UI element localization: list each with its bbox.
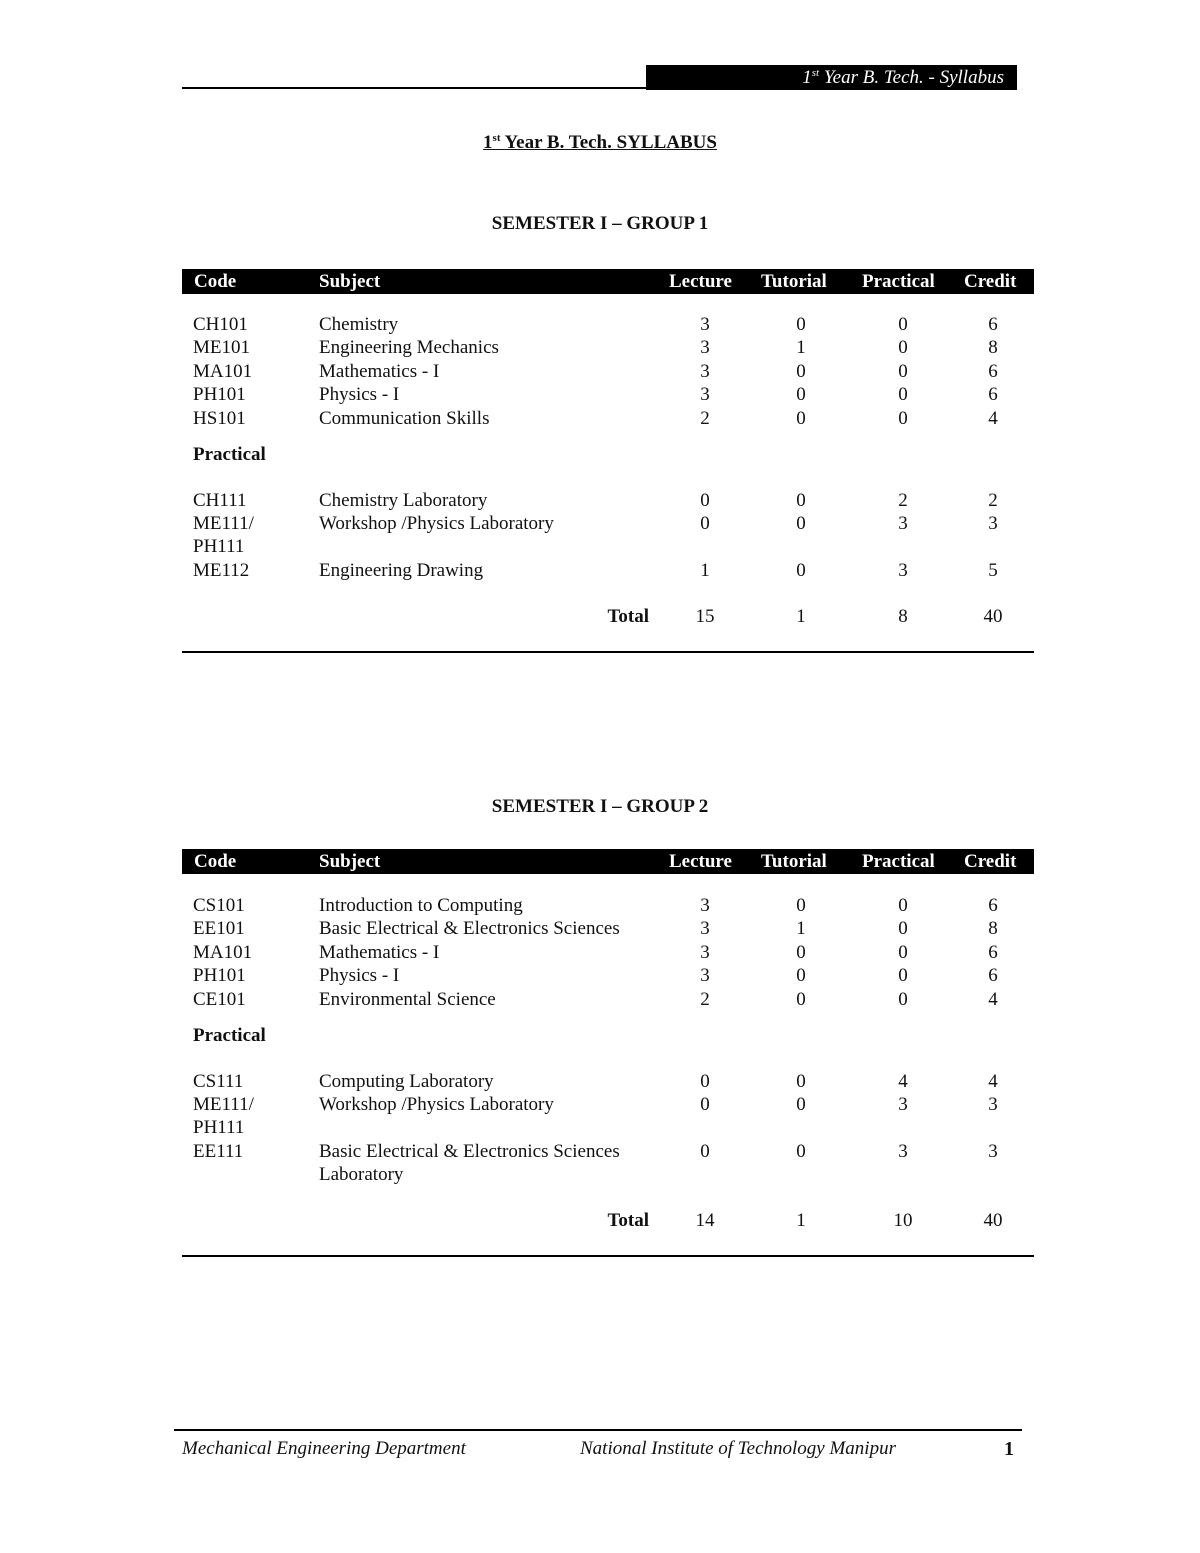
practical-hours: 0 [898, 360, 908, 382]
table-row [182, 964, 1034, 987]
course-subject: Workshop /Physics Laboratory [319, 512, 554, 534]
tutorial-hours: 0 [796, 489, 806, 511]
credits: 6 [988, 965, 998, 987]
document-title [0, 132, 1200, 154]
table-row [182, 917, 1034, 940]
header-text: Year B. Tech. - Syllabus [823, 67, 1004, 88]
practical-hours: 0 [898, 407, 908, 429]
practical-hours: 0 [898, 988, 908, 1010]
lecture-hours: 3 [700, 965, 710, 987]
lecture-hours: 3 [700, 384, 710, 406]
lecture-hours: 3 [700, 918, 710, 940]
course-code: ME111/ PH111 [193, 512, 254, 558]
col-subject: Subject [319, 851, 381, 872]
credits: 6 [988, 941, 998, 963]
header-rule [182, 87, 648, 89]
course-subject: Environmental Science [319, 988, 496, 1010]
course-code: EE111 [193, 1140, 244, 1162]
col-code: Code [194, 851, 237, 872]
table-row [182, 894, 1034, 917]
practical-hours: 3 [898, 512, 908, 534]
page-number: 1 [1004, 1438, 1014, 1460]
course-code: ME101 [193, 337, 250, 359]
lecture-hours: 3 [700, 895, 710, 916]
practical-section-label: Practical [193, 1024, 266, 1046]
credits: 5 [988, 559, 998, 581]
course-subject: Mathematics - I [319, 941, 440, 963]
footer-rule [174, 1429, 1022, 1431]
course-code: MA101 [193, 360, 253, 382]
course-code: HS101 [193, 407, 246, 429]
title-ordinal: 1 [483, 132, 493, 153]
table-row [182, 941, 1034, 964]
col-lecture: Lecture [669, 271, 732, 292]
course-subject: Computing Laboratory [319, 1070, 494, 1092]
practical-hours: 3 [898, 1093, 908, 1115]
practical-hours: 0 [898, 337, 908, 359]
tutorial-hours: 0 [796, 360, 806, 382]
table-row [182, 383, 1034, 406]
semester-title-group2: SEMESTER I – GROUP 2 [491, 796, 709, 817]
course-subject: Engineering Mechanics [319, 337, 499, 359]
course-code: ME111/ PH111 [193, 1093, 254, 1139]
tutorial-hours: 0 [796, 512, 806, 534]
title-ordinal-sup: st [492, 132, 501, 144]
table-row [182, 313, 1034, 336]
total-practical: 10 [893, 1210, 913, 1232]
lecture-hours: 0 [700, 489, 710, 511]
col-credit: Credit [964, 851, 1017, 872]
table-row [182, 407, 1034, 430]
course-code: EE101 [193, 918, 245, 940]
lecture-hours: 0 [700, 1070, 710, 1092]
tutorial-hours: 0 [796, 1140, 806, 1162]
tutorial-hours: 0 [796, 559, 806, 581]
course-subject: Communication Skills [319, 407, 490, 429]
course-code: MA101 [193, 941, 253, 963]
course-subject: Chemistry Laboratory [319, 489, 488, 511]
course-subject: Basic Electrical & Electronics Sciences [319, 918, 620, 940]
col-tutorial: Tutorial [761, 851, 827, 872]
lecture-hours: 2 [700, 988, 710, 1010]
practical-hours: 0 [898, 384, 908, 406]
table-bottom-rule-group1 [182, 651, 1034, 653]
total-row [182, 605, 1034, 628]
tutorial-hours: 0 [796, 965, 806, 987]
lecture-hours: 0 [700, 1093, 710, 1115]
practical-hours: 2 [898, 489, 908, 511]
lecture-hours: 2 [700, 407, 710, 429]
course-subject: Chemistry [319, 314, 399, 335]
practical-hours: 3 [898, 1140, 908, 1162]
practical-hours: 3 [898, 559, 908, 581]
col-practical: Practical [862, 851, 935, 872]
total-credit: 40 [983, 1210, 1003, 1232]
table-row [182, 336, 1034, 359]
table-row [182, 1140, 1034, 1187]
total-practical: 8 [898, 606, 908, 628]
credits: 6 [988, 314, 998, 335]
credits: 3 [988, 1093, 998, 1115]
tutorial-hours: 0 [796, 407, 806, 429]
course-subject: Physics - I [319, 384, 400, 406]
lecture-hours: 1 [700, 559, 710, 581]
table-bottom-rule-group2 [182, 1255, 1034, 1257]
lecture-hours: 0 [700, 1140, 710, 1162]
tutorial-hours: 1 [796, 918, 806, 940]
lecture-hours: 3 [700, 314, 710, 335]
total-label: Total [607, 606, 649, 628]
practical-hours: 0 [898, 918, 908, 940]
tutorial-hours: 0 [796, 988, 806, 1010]
lecture-hours: 3 [700, 360, 710, 382]
tutorial-hours: 0 [796, 314, 806, 335]
col-code: Code [194, 271, 237, 292]
course-subject: Physics - I [319, 965, 400, 987]
practical-hours: 0 [898, 895, 908, 916]
course-code: CH101 [193, 314, 248, 335]
practical-hours: 4 [898, 1070, 908, 1092]
header-ordinal-sup: st [811, 67, 820, 79]
credits: 6 [988, 384, 998, 406]
total-label: Total [607, 1210, 649, 1232]
header-ordinal: 1 [802, 67, 812, 88]
credits: 6 [988, 895, 998, 916]
col-credit: Credit [964, 271, 1017, 292]
table-row [182, 1093, 1034, 1140]
course-code: PH101 [193, 965, 246, 987]
practical-hours: 0 [898, 941, 908, 963]
credits: 8 [988, 337, 998, 359]
col-lecture: Lecture [669, 851, 732, 872]
credits: 3 [988, 512, 998, 534]
tutorial-hours: 0 [796, 384, 806, 406]
credits: 3 [988, 1140, 998, 1162]
table-row [182, 360, 1034, 383]
credits: 4 [988, 407, 998, 429]
col-tutorial: Tutorial [761, 271, 827, 292]
course-subject: Workshop /Physics Laboratory [319, 1093, 554, 1115]
credits: 4 [988, 1070, 998, 1092]
course-code: CE101 [193, 988, 246, 1010]
table-header-group2 [182, 849, 1034, 874]
credits: 2 [988, 489, 998, 511]
table-row [182, 512, 1034, 559]
total-lecture: 14 [695, 1210, 715, 1232]
course-code: PH101 [193, 384, 246, 406]
lecture-hours: 3 [700, 337, 710, 359]
tutorial-hours: 1 [796, 337, 806, 359]
course-subject: Engineering Drawing [319, 559, 484, 581]
table-header-group1 [182, 269, 1034, 294]
total-credit: 40 [983, 606, 1003, 628]
practical-hours: 0 [898, 965, 908, 987]
total-tutorial: 1 [796, 1210, 806, 1232]
credits: 4 [988, 988, 998, 1010]
credits: 8 [988, 918, 998, 940]
tutorial-hours: 0 [796, 1093, 806, 1115]
table-row [182, 559, 1034, 582]
practical-section-label: Practical [193, 443, 266, 465]
course-subject: Basic Electrical & Electronics Sciences Laboratory [319, 1140, 620, 1186]
lecture-hours: 0 [700, 512, 710, 534]
footer-department: Mechanical Engineering Department [182, 1438, 466, 1459]
course-subject: Mathematics - I [319, 360, 440, 382]
course-code: CS111 [193, 1070, 244, 1092]
title-text: Year B. Tech. SYLLABUS [504, 132, 717, 153]
table-row [182, 988, 1034, 1011]
total-lecture: 15 [695, 606, 715, 628]
total-row [182, 1209, 1034, 1232]
course-code: CS101 [193, 895, 245, 916]
col-practical: Practical [862, 271, 935, 292]
tutorial-hours: 0 [796, 1070, 806, 1092]
credits: 6 [988, 360, 998, 382]
col-subject: Subject [319, 271, 381, 292]
semester-title-group1: SEMESTER I – GROUP 1 [491, 213, 709, 234]
total-tutorial: 1 [796, 606, 806, 628]
table-row [182, 1070, 1034, 1093]
course-code: CH111 [193, 489, 247, 511]
table-row [182, 489, 1034, 512]
lecture-hours: 3 [700, 941, 710, 963]
tutorial-hours: 0 [796, 941, 806, 963]
course-code: ME112 [193, 559, 250, 581]
footer-institute: National Institute of Technology Manipur [580, 1438, 896, 1459]
running-header [646, 65, 1017, 90]
practical-hours: 0 [898, 314, 908, 335]
course-subject: Introduction to Computing [319, 895, 523, 916]
tutorial-hours: 0 [796, 895, 806, 916]
